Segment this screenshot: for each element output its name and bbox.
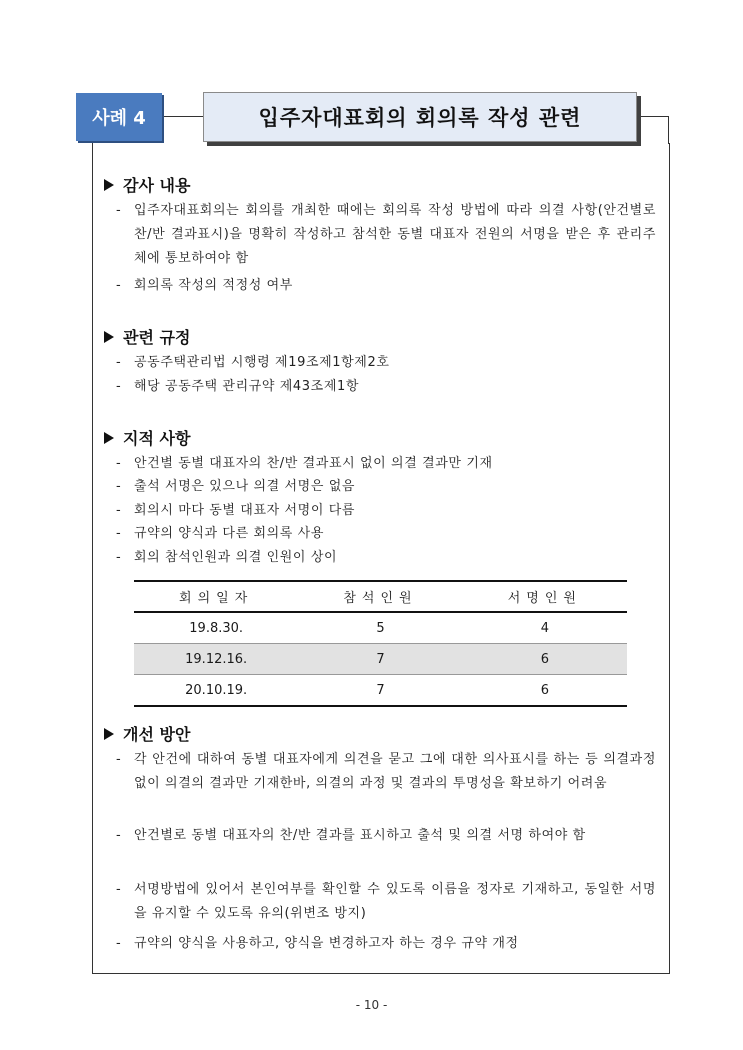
list-item	[116, 375, 656, 399]
list-item-text: 출석 서명은 있으나 의결 서명은 없음	[134, 479, 356, 494]
cell-attendees: 7	[298, 644, 462, 675]
list-item-text: 안건별 동별 대표자의 찬/반 결과표시 없이 의결 결과만 기재	[134, 456, 493, 471]
list-item	[116, 274, 656, 298]
frame-right-tick	[668, 116, 669, 144]
list-item-text: 각 안건에 대하여 동별 대표자에게 의견을 묻고 그에 대한 의사표시를 하는 등 의결과정 없이 의결의 결과만 기재한바, 의결의 과정 및 결과의 투명성을 확보하기 어려움	[134, 752, 656, 791]
list-item-text: 회의록 작성의 적정성 여부	[134, 278, 293, 293]
dash-bullet: -	[116, 550, 122, 565]
list-item	[116, 932, 656, 956]
section-regulation-title	[104, 325, 190, 348]
dash-bullet: -	[116, 278, 122, 293]
section-improvement-title	[104, 722, 190, 745]
list-item-text: 회의시 마다 동별 대표자 서명이 다름	[134, 503, 356, 518]
table-header-row	[134, 581, 627, 612]
cell-signers: 6	[463, 644, 627, 675]
list-item-text: 입주자대표회의는 회의를 개최한 때에는 회의록 작성 방법에 따라 의결 사항(안건별로 찬/반 결과표시)을 명확히 작성하고 참석한 동별 대표자 전원의 서명을 받은 후 관리주체에 통보하여야 함	[134, 203, 656, 266]
dash-bullet: -	[116, 936, 122, 951]
table-row	[134, 644, 627, 675]
col-header-date: 회의일자	[134, 581, 298, 612]
dash-bullet: -	[116, 828, 122, 843]
cell-attendees: 7	[298, 675, 462, 707]
dash-bullet: -	[116, 456, 122, 471]
list-item	[116, 351, 656, 375]
list-item	[116, 878, 656, 926]
section-findings-label: 지적 사항	[123, 429, 191, 448]
page-title: 입주자대표회의 회의록 작성 관련	[203, 92, 637, 142]
page-number: - 10 -	[355, 998, 388, 1012]
list-item	[116, 522, 656, 546]
cell-date: 19.12.16.	[134, 644, 298, 675]
dash-bullet: -	[116, 503, 122, 518]
list-item	[116, 748, 656, 796]
cell-date: 20.10.19.	[134, 675, 298, 707]
dash-bullet: -	[116, 479, 122, 494]
list-item	[116, 475, 656, 499]
cell-date: 19.8.30.	[134, 612, 298, 644]
triangle-bullet-icon	[104, 331, 114, 343]
section-regulation-label: 관련 규정	[123, 328, 191, 347]
table-row	[134, 675, 627, 707]
dash-bullet: -	[116, 355, 122, 370]
list-item-text: 안건별로 동별 대표자의 찬/반 결과를 표시하고 출석 및 의결 서명 하여야 함	[134, 828, 586, 843]
cell-signers: 6	[463, 675, 627, 707]
section-audit-title	[104, 173, 190, 196]
list-item-text: 회의 참석인원과 의결 인원이 상이	[134, 550, 338, 565]
dash-bullet: -	[116, 379, 122, 394]
triangle-bullet-icon	[104, 432, 114, 444]
col-header-signers: 서명인원	[463, 581, 627, 612]
dash-bullet: -	[116, 526, 122, 541]
list-item	[116, 824, 656, 848]
cell-signers: 4	[463, 612, 627, 644]
header-rule-right	[639, 116, 669, 117]
section-improvement-label: 개선 방안	[123, 725, 191, 744]
cell-attendees: 5	[298, 612, 462, 644]
dash-bullet: -	[116, 882, 122, 897]
dash-bullet: -	[116, 203, 122, 218]
meeting-table	[134, 580, 627, 707]
col-header-attendees: 참석인원	[298, 581, 462, 612]
list-item	[116, 199, 656, 271]
list-item-text: 규약의 양식을 사용하고, 양식을 변경하고자 하는 경우 규약 개정	[134, 936, 519, 951]
triangle-bullet-icon	[104, 728, 114, 740]
list-item	[116, 452, 656, 476]
list-item	[116, 546, 656, 570]
dash-bullet: -	[116, 752, 122, 767]
list-item-text: 해당 공동주택 관리규약 제43조제1항	[134, 379, 360, 394]
list-item	[116, 499, 656, 523]
list-item-text: 공동주택관리법 시행령 제19조제1항제2호	[134, 355, 390, 370]
section-audit-label: 감사 내용	[123, 176, 191, 195]
list-item-text: 서명방법에 있어서 본인여부를 확인할 수 있도록 이름을 정자로 기재하고, 동일한 서명을 유지할 수 있도록 유의(위변조 방지)	[134, 882, 656, 921]
case-label: 사례 4	[76, 93, 162, 141]
section-findings-title	[104, 426, 190, 449]
table-row	[134, 612, 627, 644]
header-rule-left	[162, 116, 203, 117]
list-item-text: 규약의 양식과 다른 회의록 사용	[134, 526, 324, 541]
triangle-bullet-icon	[104, 179, 114, 191]
